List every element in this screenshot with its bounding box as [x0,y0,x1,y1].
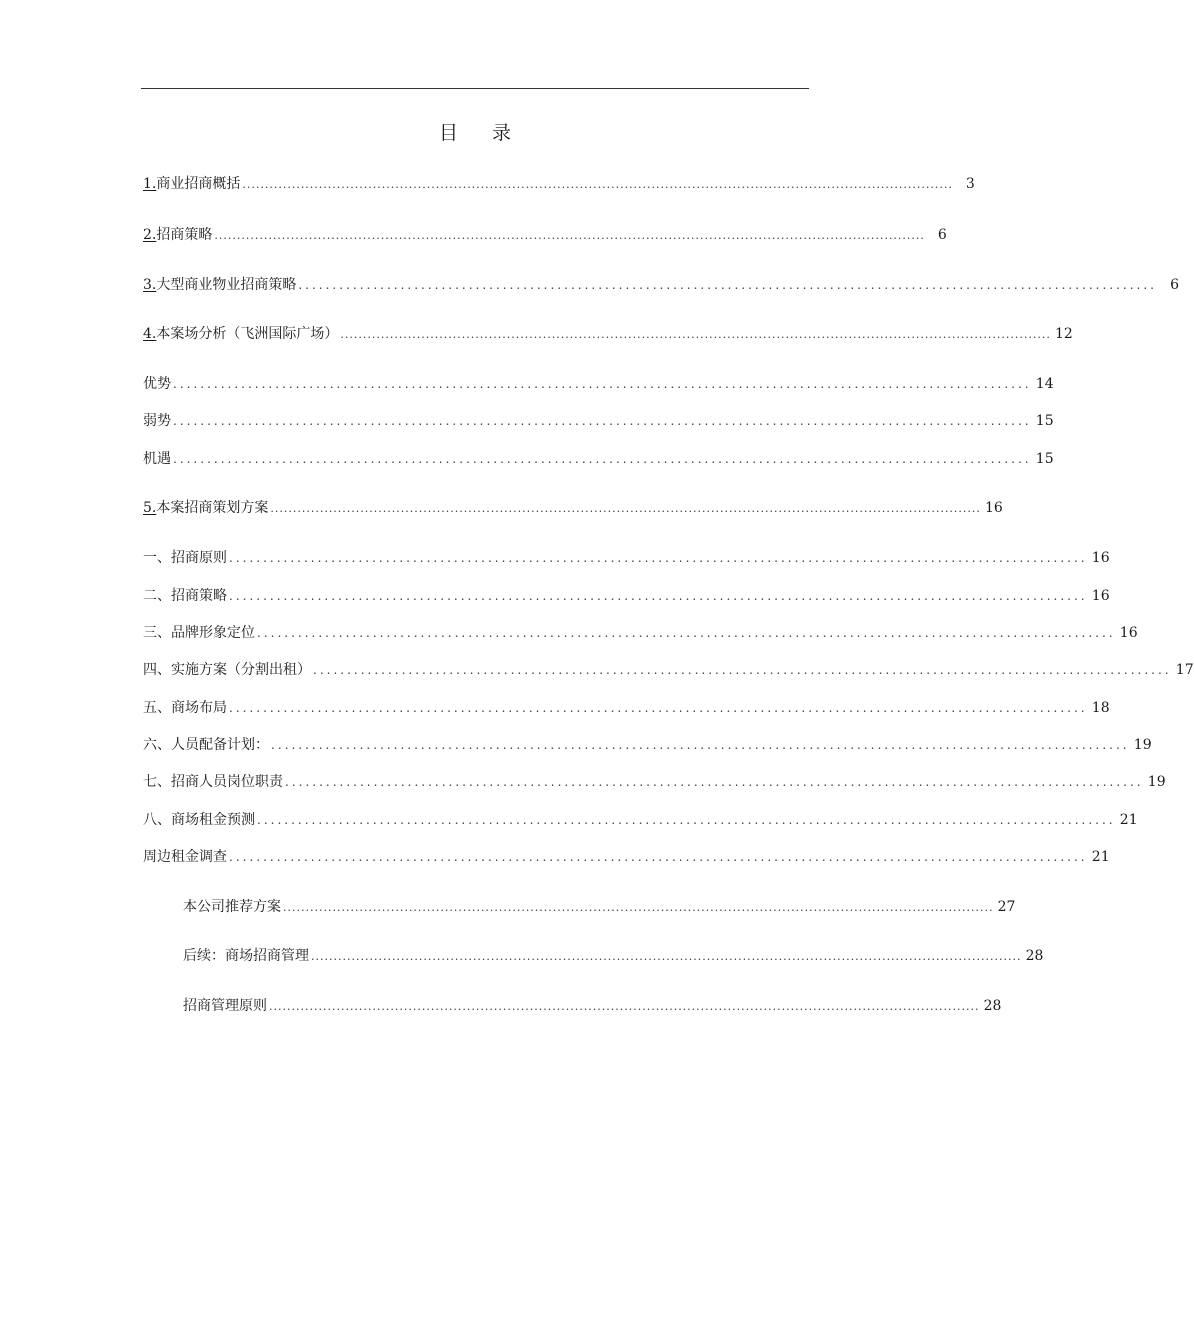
toc-entry[interactable] [143,325,1073,344]
dot-leader: .............................................................................................................................. [229,701,1088,715]
toc-entry-page: 27 [997,899,1016,915]
toc-entry-label: 五、商场布局 [143,700,227,716]
toc-entry[interactable] [143,226,947,245]
toc-entry-label: 周边租金调查 [143,849,227,865]
toc-entry[interactable] [143,450,1054,468]
toc-entry[interactable] [143,811,1138,829]
dot-leader: .............................................................................................................................. [229,589,1088,603]
toc-entry-page: 15 [1035,413,1054,429]
toc-entry[interactable] [143,773,1166,791]
toc-entry-label: 二、招商策略 [143,588,227,604]
toc-entry-label: 六、人员配备计划： [143,737,269,753]
toc-entry-page: 21 [1091,849,1110,865]
dot-leader: .............................................................................................................................................................. [283,901,994,914]
dot-leader: .............................................................................................................................................................. [340,328,1051,341]
toc-entry-label: 弱势 [143,413,171,429]
header-rule [141,88,809,89]
toc-entry-page: 16 [985,500,1003,516]
toc-entry[interactable] [143,276,1179,294]
toc-entry-label: 七、招商人员岗位职责 [143,774,283,790]
dot-leader: .............................................................................................................................. [271,738,1130,752]
toc-entry-page: 15 [1035,451,1054,467]
toc-entry-label: 招商策略 [156,227,213,243]
toc-entry-page: 6 [937,227,947,243]
toc-title: 目 录 [438,122,526,144]
toc-entry[interactable] [183,997,1002,1016]
toc-entry-number: 1. [143,176,157,192]
dot-leader: .............................................................................................................................. [257,626,1116,640]
dot-leader: .............................................................................................................................. [229,850,1088,864]
toc-entry[interactable] [143,699,1110,717]
toc-entry-page: 14 [1035,376,1054,392]
toc-entry-page: 17 [1175,662,1194,678]
toc-entry[interactable] [143,624,1138,642]
toc-entry[interactable] [143,375,1054,393]
dot-leader: .............................................................................................................................................................. [270,502,981,515]
toc-entry-number: 4. [143,326,157,342]
toc-entry-label: 商业招商概括 [156,176,241,192]
toc-entry-page: 12 [1055,326,1073,342]
toc-entry-label: 三、品牌形象定位 [143,625,255,641]
toc-entry[interactable] [143,848,1110,866]
toc-entry-page: 16 [1091,550,1110,566]
dot-leader: .............................................................................................................................. [257,813,1116,827]
toc-entry-label: 一、招商原则 [143,550,227,566]
toc-entry-label: 本公司推荐方案 [183,899,281,915]
dot-leader: .............................................................................................................................................................. [269,1000,980,1013]
toc-entry[interactable] [183,947,1044,966]
toc-entry-page: 3 [965,176,975,192]
toc-entry-page: 19 [1133,737,1152,753]
toc-entry[interactable] [143,587,1110,605]
toc-entry[interactable] [183,898,1016,917]
toc-entry[interactable] [143,175,975,194]
dot-leader: .............................................................................................................................. [173,452,1032,466]
toc-entry-label: 本案场分析（飞洲国际广场） [156,326,339,342]
toc-entry-page: 19 [1147,774,1166,790]
toc-entry-label: 八、商场租金预测 [143,812,255,828]
toc-entry[interactable] [143,549,1110,567]
toc-entry[interactable] [143,661,1194,679]
dot-leader: .............................................................................................................................................................. [242,178,953,191]
dot-leader: .............................................................................................................................. [173,414,1032,428]
dot-leader: .............................................................................................................................................................. [214,229,925,242]
toc-entry-page: 28 [1025,948,1044,964]
toc-entry-page: 16 [1119,625,1138,641]
dot-leader: .............................................................................................................................. [229,551,1088,565]
toc-entry-label: 大型商业物业招商策略 [156,277,297,293]
toc-entry[interactable] [143,412,1054,430]
toc-entry-number: 5. [143,500,157,516]
toc-entry-label: 后续：商场招商管理 [183,948,309,964]
toc-entry-number: 3. [143,277,157,293]
toc-entry-label: 招商管理原则 [183,998,267,1014]
toc-entry-page: 6 [1170,277,1179,293]
toc-entry-page: 18 [1091,700,1110,716]
toc-entry[interactable] [143,736,1152,754]
toc-entry-number: 2. [143,227,157,243]
dot-leader: .............................................................................................................................. [285,775,1144,789]
toc-entry-label: 四、实施方案（分割出租） [143,662,311,678]
toc-entry[interactable] [143,499,1003,518]
toc-entry-label: 优势 [143,376,171,392]
dot-leader: .............................................................................................................................. [173,377,1032,391]
toc-entry-page: 16 [1091,588,1110,604]
dot-leader: .............................................................................................................................. [313,663,1172,677]
dot-leader: .............................................................................................................................................................. [311,950,1022,963]
toc-entry-label: 本案招商策划方案 [156,500,269,516]
toc-entry-page: 21 [1119,812,1138,828]
dot-leader: .............................................................................................................................. [298,278,1157,292]
toc-entry-page: 28 [983,998,1002,1014]
toc-entry-label: 机遇 [143,451,171,467]
